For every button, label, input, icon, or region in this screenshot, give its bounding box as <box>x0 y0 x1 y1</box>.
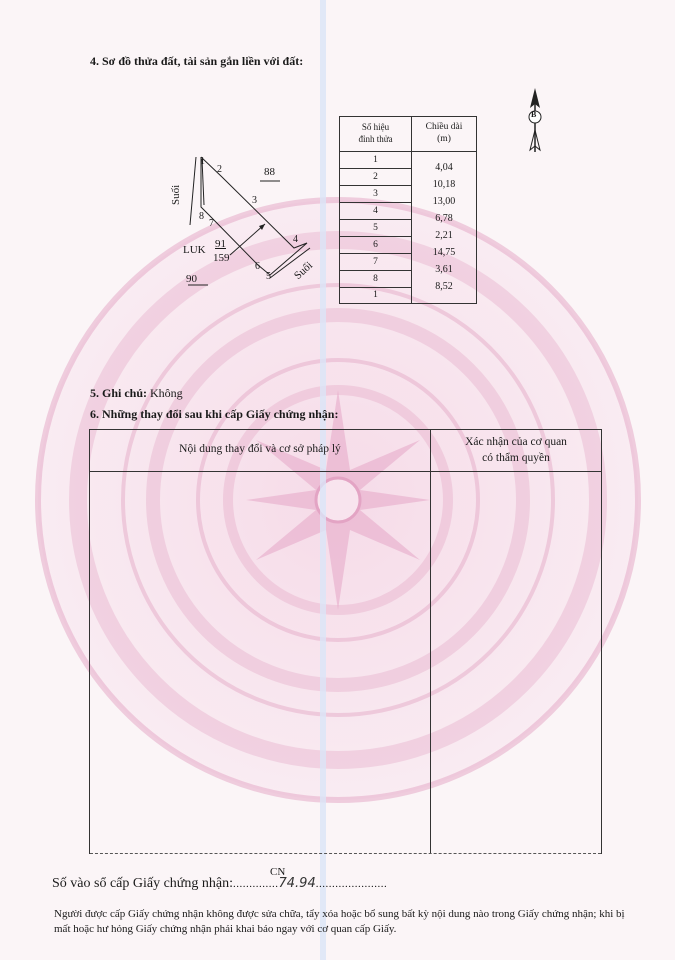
vertex-id: 8 <box>373 274 378 284</box>
registry-prefix: CN <box>270 866 286 878</box>
edge-length: 6,78 <box>435 213 453 224</box>
vertex-id: 3 <box>373 189 378 199</box>
vertex-id: 2 <box>373 172 378 182</box>
table-header-vertex: Số hiệu đỉnh thửa <box>358 122 393 144</box>
vertex-label-6: 6 <box>255 261 260 272</box>
edge-length: 4,04 <box>435 162 453 173</box>
registry-number: 74.94 <box>278 876 316 891</box>
registry-line: Số vào sổ cấp Giấy chứng nhận:..............74.94...................... <box>52 876 388 891</box>
vertex-label-5: 5 <box>266 271 271 282</box>
changes-table-header-authority: Xác nhận của cơ quan có thẩm quyền <box>465 436 567 464</box>
vertex-label-3: 3 <box>252 195 257 206</box>
section-6-title: 6. Những thay đổi sau khi cấp Giấy chứng nhận: <box>90 407 339 421</box>
vertex-label-4: 4 <box>293 234 298 245</box>
vertex-id: 7 <box>373 257 378 267</box>
neighbor-parcel-88: 88 <box>264 166 275 178</box>
vertex-label-2: 2 <box>217 164 222 175</box>
changes-table <box>89 429 602 854</box>
section-4-title: 4. Sơ đồ thửa đất, tài sản gắn liền với đất: <box>90 54 304 68</box>
parcel-land-type: LUK <box>183 244 206 256</box>
registry-label: Số vào sổ cấp Giấy chứng nhận: <box>52 876 233 891</box>
changes-table-header-content: Nội dung thay đổi và cơ sở pháp lý <box>179 443 341 455</box>
stream-label-right: Suối <box>292 259 316 282</box>
edge-length: 2,21 <box>435 230 453 241</box>
vertex-id: 5 <box>373 223 378 233</box>
edge-length: 13,00 <box>432 196 456 207</box>
edge-length: 10,18 <box>432 179 456 190</box>
table-header-length: Chiều dài (m) <box>425 122 463 144</box>
pointer-arrow <box>230 224 265 255</box>
section-5-note: 5. Ghi chú: Không <box>90 386 183 400</box>
vertex-label-8: 8 <box>199 211 204 222</box>
vertex-id: 4 <box>373 206 378 216</box>
parcel-area: 159 <box>213 252 230 264</box>
vertex-label-7: 7 <box>209 218 214 229</box>
vertex-length-table <box>339 116 477 304</box>
edge-length: 3,61 <box>435 264 453 275</box>
north-arrow-icon <box>526 86 544 156</box>
edge-length: 8,52 <box>435 281 453 292</box>
vertex-id: 1 <box>373 155 378 165</box>
stream-label-left: Suối <box>170 184 182 205</box>
vertex-id: 6 <box>373 240 378 250</box>
vertex-label-1: 1 <box>200 156 205 167</box>
footnote-warning: Người được cấp Giấy chứng nhận không được sửa chữa, tẩy xóa hoặc bổ sung bất kỳ nội dung nào trong Giấy chứng nhận; khi bị mất hoặc hư hỏng Giấy chứng nhận phải khai báo ngay với cơ quan cấp Giấy. <box>54 908 625 935</box>
parcel-number: 91 <box>215 238 226 250</box>
edge-length: 14,75 <box>432 247 456 258</box>
stream-line-left <box>190 157 196 225</box>
neighbor-parcel-90: 90 <box>186 273 197 285</box>
north-label: B <box>531 110 537 119</box>
vertex-id: 1 <box>373 290 378 300</box>
